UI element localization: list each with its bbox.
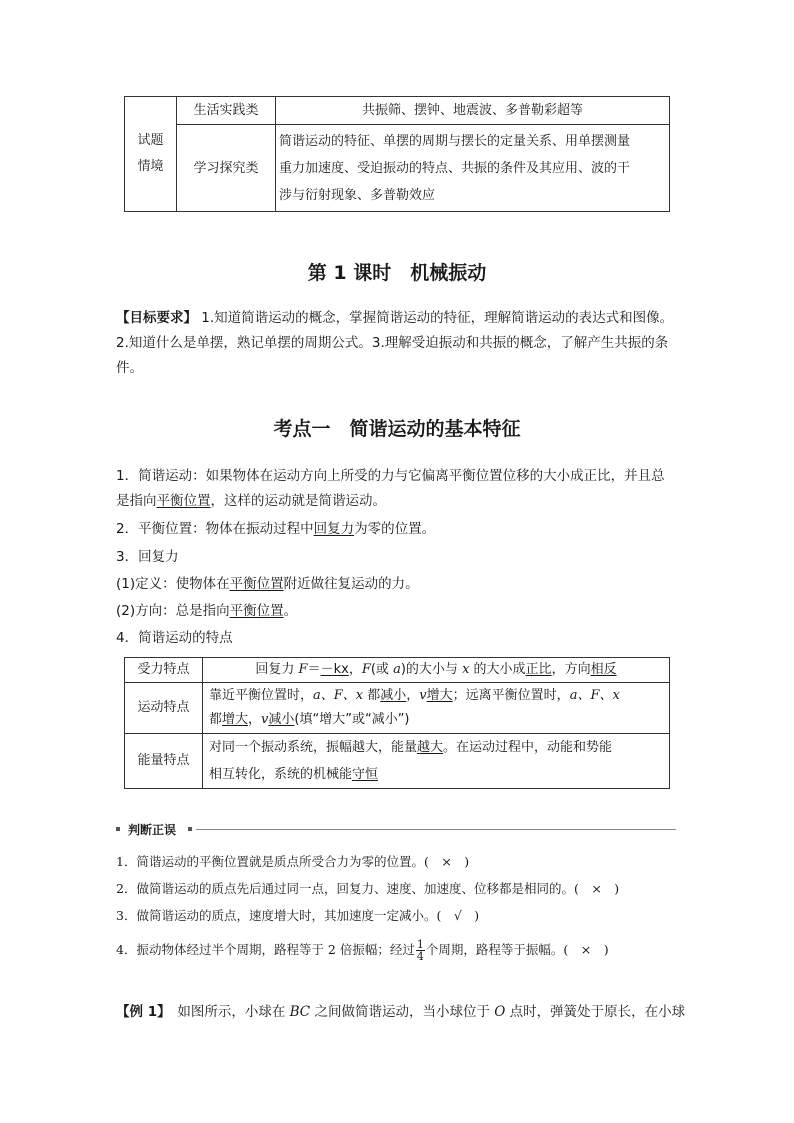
answer-blank: 增大 xyxy=(222,712,249,727)
goals-line2: 2.知道什么是单摆，熟记单摆的周期公式。3.理解受迫振动和共振的概念，了解产生共振的条 xyxy=(116,335,669,351)
text: 。 xyxy=(283,603,298,619)
goals-paragraph xyxy=(116,306,680,381)
text: (1)定义：使物体在 xyxy=(116,576,230,592)
judge-q3: 3．做简谐运动的质点，速度增大时，其加速度一定减小。( √ ) xyxy=(116,908,480,923)
row2-line3: 涉与衍射现象、多普勒效应 xyxy=(279,187,436,203)
divider xyxy=(196,829,676,830)
equilibrium-line xyxy=(116,517,435,542)
section-title: 考点一 简谐运动的基本特征 xyxy=(273,418,521,440)
lesson-title: 第 1 课时 机械振动 xyxy=(307,262,487,284)
text: 都 xyxy=(209,712,223,727)
text: 回复力 xyxy=(255,662,299,677)
text: ， xyxy=(406,688,420,703)
force-label: 受力特点 xyxy=(125,658,203,683)
energy-content xyxy=(203,734,670,789)
text: ；远离平衡位置时， xyxy=(452,688,570,703)
scenario-table xyxy=(124,96,670,212)
answer-blank: 减小 xyxy=(380,688,407,703)
symbol: F xyxy=(298,662,308,677)
judge-q2: 2．做简谐运动的质点先后通过同一点，回复力、速度、加速度、位移都是相同的。( × ) xyxy=(116,881,620,896)
text: 靠近平衡位置时， xyxy=(209,688,314,703)
judge-q1: 1．简谐运动的平衡位置就是质点所受合力为零的位置。( × ) xyxy=(116,854,470,869)
text: ， xyxy=(348,662,362,677)
judge-q4 xyxy=(116,938,609,962)
answer-blank: 平衡位置 xyxy=(229,576,284,592)
answer-blank: 回复力 xyxy=(313,521,355,537)
text: (或 xyxy=(370,662,394,677)
definition-paragraph xyxy=(116,464,680,514)
symbol: v xyxy=(261,712,269,727)
text: 之间做简谐运动，当小球位于 xyxy=(310,1004,495,1020)
symbol: x xyxy=(462,662,470,677)
text: ，方向 xyxy=(551,662,591,677)
group-label-line2: 情境 xyxy=(137,159,164,174)
symbol: a、F、x xyxy=(313,688,364,703)
text: 附近做往复运动的力。 xyxy=(283,576,419,592)
features-table xyxy=(124,657,670,789)
text: 的大小成 xyxy=(469,662,526,677)
features-heading: 4．简谐运动的特点 xyxy=(116,630,233,646)
text: 对同一个振动系统，振幅越大，能量 xyxy=(209,740,418,755)
symbol: F xyxy=(361,662,371,677)
answer-blank: －kx xyxy=(320,662,349,677)
text: 2．平衡位置：物体在振动过程中 xyxy=(116,521,314,537)
fraction-one-quarter xyxy=(416,939,425,962)
restoring-force-direction xyxy=(116,599,297,624)
text: 个周期，路程等于振幅。( × ) xyxy=(425,942,609,957)
symbol: a、F、x xyxy=(569,688,620,703)
force-content xyxy=(203,658,670,683)
example-1 xyxy=(116,1000,685,1025)
restoring-force-heading: 3．回复力 xyxy=(116,549,179,565)
row2-content xyxy=(276,125,670,212)
symbol: O xyxy=(494,1004,506,1020)
goals-line3: 件。 xyxy=(116,360,143,376)
row2-line2: 重力加速度、受迫振动的特点、共振的条件及其应用、波的干 xyxy=(279,160,631,176)
text: (2)方向：总是指向 xyxy=(116,603,230,619)
numerator: 1 xyxy=(416,938,424,951)
answer-blank: 减小 xyxy=(268,712,295,727)
row2-line1: 简谐运动的特征、单摆的周期与摆长的定量关系、用单摆测量 xyxy=(279,133,631,149)
answer-blank: 增大 xyxy=(426,688,453,703)
denominator: 4 xyxy=(416,950,424,963)
answer-blank: 越大 xyxy=(417,740,444,755)
row2-type: 学习探究类 xyxy=(177,125,276,212)
text: 。在运动过程中，动能和势能 xyxy=(443,740,613,755)
symbol: BC xyxy=(289,1004,311,1020)
answer-blank: 守恒 xyxy=(352,767,379,782)
goals-line1: 1.知道简谐运动的概念，掌握简谐运动的特征，理解简谐运动的表达式和图像。 xyxy=(197,310,674,326)
symbol: v xyxy=(419,688,427,703)
goals-label: 【目标要求】 xyxy=(116,310,197,326)
bullet-dot-icon xyxy=(188,827,192,831)
definition-line1: 1．简谐运动：如果物体在运动方向上所受的力与它偏离平衡位置位移的大小成正比，并且总 xyxy=(116,468,665,484)
example-label: 【例 1】 xyxy=(116,1004,164,1020)
energy-label: 能量特点 xyxy=(125,734,203,789)
answer-blank: 平衡位置 xyxy=(229,603,284,619)
text: (填“增大”或“减小”) xyxy=(294,712,410,727)
motion-content xyxy=(203,683,670,734)
scenario-group-label xyxy=(125,97,177,212)
bullet-dot-icon xyxy=(116,827,120,831)
text: 都 xyxy=(363,688,381,703)
judge-heading: 判断正误 xyxy=(128,823,177,837)
text: ， xyxy=(248,712,262,727)
group-label-line1: 试题 xyxy=(137,133,164,148)
text: )的大小与 xyxy=(400,662,463,677)
text: 为零的位置。 xyxy=(354,521,436,537)
answer-blank: 平衡位置 xyxy=(156,493,211,509)
judge-section-header xyxy=(116,820,676,840)
text: 点时，弹簧处于原长，在小球 xyxy=(505,1004,686,1020)
text: 如图所示，小球在 xyxy=(163,1004,290,1020)
answer-blank: 相反 xyxy=(590,662,617,677)
text: 4．振动物体经过半个周期，路程等于 2 倍振幅；经过 xyxy=(116,942,415,957)
text: 相互转化，系统的机械能 xyxy=(209,767,353,782)
restoring-force-definition xyxy=(116,572,419,597)
answer-blank: 正比 xyxy=(525,662,552,677)
symbol: a xyxy=(393,662,401,677)
text: ＝ xyxy=(307,662,321,677)
row1-content: 共振筛、摆钟、地震波、多普勒彩超等 xyxy=(276,97,670,125)
definition-text: ，这样的运动就是简谐运动。 xyxy=(210,493,386,509)
row1-type: 生活实践类 xyxy=(177,97,276,125)
definition-text: 是指向 xyxy=(116,493,157,509)
motion-label: 运动特点 xyxy=(125,683,203,734)
